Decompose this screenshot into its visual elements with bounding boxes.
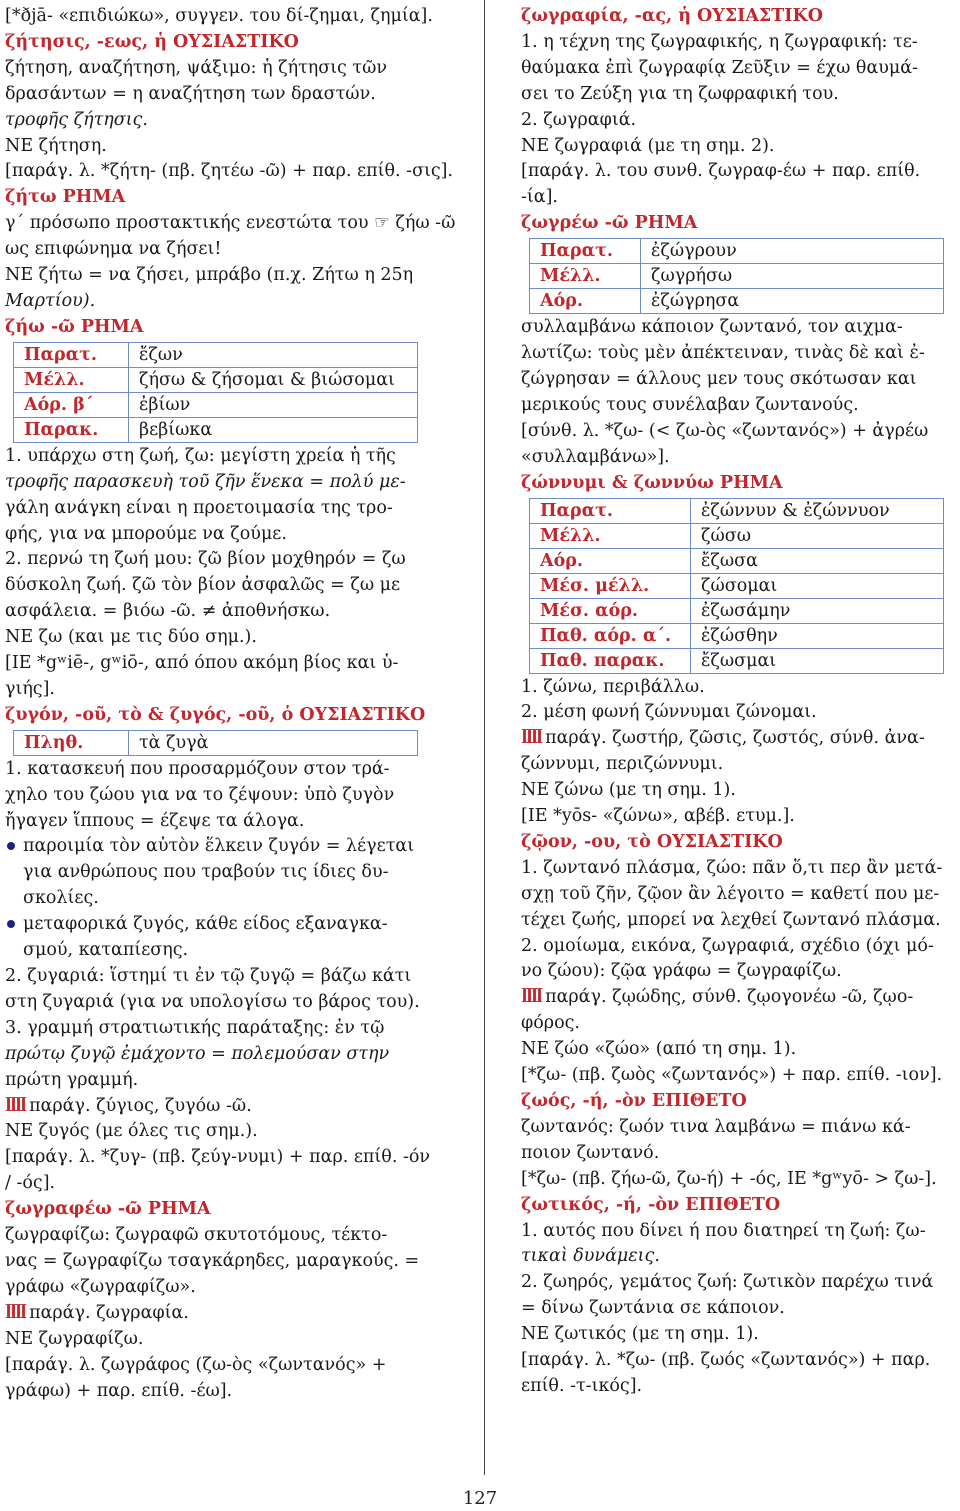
table-cell: Μέλλ. — [530, 523, 691, 548]
entry-text: ΝΕ ζήτηση. — [5, 135, 107, 156]
table-cell: Παρατ. — [530, 498, 691, 523]
entry-text: 1. ζώνω, περιβάλλω. — [521, 676, 705, 697]
entry-text: φής, για να μπορούμε να ζούμε. — [5, 523, 287, 544]
entry-text: λωτίζω: τοὺς μὲν ἀπέκτειναν, τινὰς δὲ καὶ ἐ- — [521, 343, 925, 364]
entry-text: «συλλαμβάνω»]. — [521, 446, 670, 467]
entry-text: ΝΕ ζυγός (με όλες τις σημ.). — [5, 1121, 258, 1142]
entry-text: παροιμία τὸν αὐτὸν ἕλκειν ζυγόν = λέγεται — [23, 836, 415, 857]
entry-text: 2. ζυγαριά: ἵστημί τι ἐν τῷ ζυγῷ = βάζω κάτι — [5, 966, 412, 986]
table-row — [530, 623, 944, 648]
entry-text: για ανθρώπους που τραβούν τις ίδιες δυ- — [23, 862, 389, 883]
entry-text: μερικούς τους συνέλαβαν ζωντανούς. — [521, 394, 859, 415]
entry-text: σμού, καταπίεσης. — [23, 940, 189, 961]
table-cell: ζήσω & ζήσομαι & βιώσομαι — [129, 367, 418, 392]
entry-text: 2. ζωηρός, γεμάτος ζωή: ζωτικὸν παρέχω τινά — [521, 1272, 934, 1293]
table-row — [530, 523, 944, 548]
table-cell: Παρατ. — [14, 342, 129, 367]
headword-zographeo: ζωγραφέω -ῶ ΡΗΜΑ — [5, 1199, 211, 1220]
column-divider — [484, 0, 485, 1475]
headword-zotikos: ζωτικός, -ή, -ὸν ΕΠΙΘΕΤΟ — [521, 1194, 781, 1215]
table-row — [14, 417, 418, 442]
entry-text: [ΙΕ *yōs- «ζώνω», αβέβ. ετυμ.]. — [521, 806, 795, 827]
table-cell: ἐβίων — [129, 392, 418, 417]
table-row — [530, 598, 944, 623]
entry-text: νο ζώου): ζῷα γράφω = ζωγραφίζω. — [521, 961, 842, 982]
headword-zetesis: ζήτησις, -εως, ἡ ΟΥΣΙΑΣΤΙΚΟ — [5, 31, 299, 52]
entry-text: παράγ. ζύγιος, ζυγόω -ῶ. — [29, 1095, 252, 1116]
entry-text: 1. κατασκευή που προσαρμόζουν στον τρά- — [5, 758, 390, 779]
entry-text: γράφω) + παρ. επίθ. -έω]. — [5, 1380, 233, 1401]
entry-text: τέχει ζωής, μπορεί να λεχθεί ζωντανό πλάσμα. — [521, 909, 941, 930]
entry-text: παράγ. ζωγραφία. — [29, 1302, 189, 1323]
table-cell: ἔζων — [129, 342, 418, 367]
entry-text: νας = ζωγραφίζω τσαγκάρηδες, μαραγκούς. = — [5, 1250, 420, 1271]
table-cell: Αόρ. — [530, 289, 641, 314]
plural-table-zygon — [13, 730, 418, 756]
bullet-item — [5, 834, 460, 860]
entry-text: πρώτη γραμμή. — [5, 1069, 139, 1090]
table-row — [14, 730, 418, 755]
entry-text: στη ζυγαριά (για να υπολογίσω το βάρος του). — [5, 991, 420, 1012]
headword-zoon: ζῷον, -ου, τὸ ΟΥΣΙΑΣΤΙΚΟ — [521, 831, 783, 852]
entry-text: [παράγ. λ. *ζυγ- (πβ. ζεύγ-νυμι) + παρ. επίθ. -όν — [5, 1147, 431, 1168]
entry-text: παράγ. ζωστήρ, ζῶσις, ζωστός, σύνθ. ἀνα- — [545, 728, 925, 749]
entry-text: = δίνω ζωντάνια σε κάποιον. — [521, 1298, 785, 1319]
headword-zeto: ζήτω ΡΗΜΑ — [5, 187, 126, 208]
entry-text: / -ός]. — [5, 1173, 56, 1194]
entry-text: [ΙΕ *gʷiē-, gʷiō-, από όπου ακόμη βίος και ὑ- — [5, 653, 399, 674]
entry-text: τροφῆς ζήτησις. — [5, 109, 148, 130]
entry-text: -ία]. — [521, 187, 558, 208]
table-cell: Μέσ. μέλλ. — [530, 573, 691, 598]
entry-text: φόρος. — [521, 1013, 580, 1034]
table-cell: ζωγρήσω — [641, 264, 944, 289]
table-row — [530, 573, 944, 598]
headword-zographia: ζωγραφία, -ας, ἡ ΟΥΣΙΑΣΤΙΚΟ — [521, 6, 823, 26]
entry-text: 2. ζωγραφιά. — [521, 109, 637, 130]
entry-text: 1. ζωντανό πλάσμα, ζώο: πᾶν ὅ,τι περ ἂν μετά- — [521, 857, 943, 878]
table-cell: ἐζωσάμην — [691, 598, 944, 623]
entry-text: γάλη ανάγκη είναι η προετοιμασία της τρο- — [5, 497, 393, 518]
table-cell: Μέλλ. — [530, 264, 641, 289]
entry-text: [παράγ. λ. *ζω- (πβ. ζωός «ζωντανός») + παρ. — [521, 1350, 931, 1371]
entry-text: σει το Ζεύξη για τη ζωφραφική του. — [521, 83, 839, 104]
entry-text: ζήτηση, αναζήτηση, ψάξιμο: ἡ ζήτησις τῶν — [5, 57, 388, 78]
entry-text: γιής]. — [5, 678, 55, 699]
entry-text: ἤγαγεν ἵππους = έζεψε τα άλογα. — [5, 810, 305, 831]
entry-text: 1. η τέχνη της ζωγραφικής, η ζωγραφική: τε- — [521, 31, 918, 52]
entry-text: ΝΕ ζώο «ζώο» (από τη σημ. 1). — [521, 1039, 797, 1060]
entry-text: τροφῆς παρασκευὴ τοῦ ζῆν ἕνεκα = πολύ με- — [5, 471, 406, 492]
table-cell: τὰ ζυγὰ — [129, 730, 418, 755]
headword-zonnymi: ζώννυμι & ζωννύω ΡΗΜΑ — [521, 472, 783, 493]
entry-text: χηλο του ζώου για να το ζέψουν: ὑπὸ ζυγὸν — [5, 784, 395, 805]
family-icon: ꟾꟾꟾꟾ — [5, 1096, 26, 1115]
entry-text: [*ζω- (πβ. ζωὸς «ζωντανός») + παρ. επίθ. -ιον]. — [521, 1065, 943, 1086]
table-cell: ἐζώσθην — [691, 623, 944, 648]
entry-text: 3. γραμμή στρατιωτικής παράταξης: ἐν τῷ — [5, 1017, 385, 1038]
conjugation-table-zeo — [13, 342, 418, 443]
table-cell: Παθ. αόρ. α΄. — [530, 623, 691, 648]
table-cell: Πληθ. — [14, 730, 129, 755]
entry-text: [*ðjā- «επιδιώκω», συγγεν. του δί-ζημαι, ζημία]. — [5, 6, 433, 26]
conjugation-table-zogreo — [529, 238, 944, 314]
family-icon: ꟾꟾꟾꟾ — [5, 1303, 26, 1322]
headword-zygon: ζυγόν, -οῦ, τὸ & ζυγός, -οῦ, ὁ ΟΥΣΙΑΣΤΙΚΟ — [5, 704, 426, 725]
entry-text: μεταφορικά ζυγός, κάθε είδος εξαναγκα- — [23, 914, 388, 935]
entry-text: [*ζω- (πβ. ζήω-ῶ, ζω-ή) + -ός, ΙΕ *gʷyō- > ζω-]. — [521, 1168, 937, 1189]
entry-text: ΝΕ ζωγραφίζω. — [5, 1328, 144, 1349]
table-row — [530, 239, 944, 264]
headword-zeo: ζήω -ῶ ΡΗΜΑ — [5, 316, 144, 337]
table-cell: Μέσ. αόρ. — [530, 598, 691, 623]
entry-text: τικαὶ δυνάμεις. — [521, 1246, 660, 1267]
table-cell: ἐζώγρουν — [641, 239, 944, 264]
table-cell: ἐζώννυν & ἐζώννυον — [691, 498, 944, 523]
table-cell: Αόρ. — [530, 548, 691, 573]
table-row — [530, 548, 944, 573]
table-cell: ἐζώγρησα — [641, 289, 944, 314]
bullet-icon — [7, 920, 15, 928]
derivatives-line — [5, 1301, 460, 1327]
entry-text: 2. ομοίωμα, εικόνα, ζωγραφιά, σχέδιο (όχι μό- — [521, 935, 934, 956]
entry-text: γ΄ πρόσωπο προστακτικής ενεστώτα του ☞ ζήω -ῶ — [5, 213, 456, 234]
entry-text: 1. υπάρχω στη ζωή, ζω: μεγίστη χρεία ἡ τῆς — [5, 445, 396, 466]
entry-text: παράγ. ζῳώδης, σύνθ. ζῳογονέω -ῶ, ζῳο- — [545, 987, 914, 1008]
derivatives-line — [521, 726, 960, 752]
table-cell: ζώσομαι — [691, 573, 944, 598]
table-row — [14, 392, 418, 417]
table-cell: Παθ. παρακ. — [530, 648, 691, 673]
table-row — [530, 289, 944, 314]
entry-text: ασφάλεια. = βιόω -ῶ. ≠ ἀποθνήσκω. — [5, 601, 331, 622]
entry-text: ποιον ζωντανό. — [521, 1142, 660, 1163]
entry-text: 1. αυτός που δίνει ή που διατηρεί τη ζωή: ζω- — [521, 1220, 926, 1241]
right-column — [521, 4, 960, 1400]
entry-text: ζωγραφίζω: ζωγραφῶ σκυτοτόμους, τέκτο- — [5, 1225, 388, 1246]
entry-text: δρασάντων = η αναζήτηση των δραστών. — [5, 83, 376, 104]
entry-text: ΝΕ ζωγραφιά (με τη σημ. 2). — [521, 135, 775, 156]
table-cell: ἔζωσα — [691, 548, 944, 573]
entry-text: [παράγ. λ. *ζήτη- (πβ. ζητέω -ῶ) + παρ. επίθ. -σις]. — [5, 161, 454, 182]
table-row — [530, 498, 944, 523]
entry-text: ζωντανός: ζωόν τινα λαμβάνω = πιάνω κά- — [521, 1116, 911, 1137]
headword-zogreo: ζωγρέω -ῶ ΡΗΜΑ — [521, 213, 698, 234]
entry-text: [σύνθ. λ. *ζω- (< ζω-ὸς «ζωντανός») + ἀγρέω — [521, 420, 929, 441]
entry-text: συλλαμβάνω κάποιον ζωντανό, τον αιχμα- — [521, 317, 903, 338]
entry-text: ως επιφώνημα να ζήσει! — [5, 239, 222, 260]
headword-zoos: ζωός, -ή, -ὸν ΕΠΙΘΕΤΟ — [521, 1091, 747, 1111]
table-row — [530, 648, 944, 673]
entry-text: γράφω «ζωγραφίζω». — [5, 1276, 196, 1297]
derivatives-line — [521, 985, 960, 1011]
entry-text: ζώννυμι, περιζώννυμι. — [521, 754, 724, 775]
entry-text: θαύμακα ἐπὶ ζωγραφίᾳ Ζεῦξιν = έχω θαυμά- — [521, 57, 919, 78]
bullet-item — [5, 912, 460, 938]
table-cell: Παρατ. — [530, 239, 641, 264]
entry-text: δύσκολη ζωή. ζῶ τὸν βίον ἀσφαλῶς = ζω με — [5, 575, 401, 596]
entry-text: ΝΕ ζωτικός (με τη σημ. 1). — [521, 1324, 759, 1345]
left-column — [5, 4, 460, 1404]
entry-text: Μαρτίου). — [5, 290, 96, 311]
entry-text: πρώτῳ ζυγῷ ἐμάχοντο = πολεμούσαν στην — [5, 1043, 390, 1064]
table-row — [14, 342, 418, 367]
entry-text: ζώγρησαν = άλλους μεν τους σκότωσαν και — [521, 368, 917, 389]
entry-text: σκολίες. — [23, 888, 99, 909]
table-row — [14, 367, 418, 392]
entry-text: 2. περνώ τη ζωή μου: ζῶ βίον μοχθηρόν = ζω — [5, 549, 406, 570]
entry-text: επίθ. -τ-ικός]. — [521, 1375, 643, 1396]
table-row — [530, 264, 944, 289]
conjugation-table-zonnymi — [529, 498, 944, 674]
bullet-icon — [7, 842, 15, 850]
entry-text: 2. μέση φωνή ζώννυμαι ζώνομαι. — [521, 702, 817, 723]
entry-text: σχῃ τοῦ ζῆν, ζῷον ἂν λέγοιτο = καθετί που με- — [521, 883, 940, 904]
page-number: 127 — [462, 1488, 498, 1509]
entry-text: ΝΕ ζήτω = να ζήσει, μπράβο (π.χ. Ζήτω η 25η — [5, 265, 414, 286]
entry-text: ΝΕ ζώνω (με τη σημ. 1). — [521, 780, 736, 801]
derivatives-line — [5, 1094, 460, 1120]
table-cell: Μέλλ. — [14, 367, 129, 392]
table-cell: ἔζωσμαι — [691, 648, 944, 673]
family-icon: ꟾꟾꟾꟾ — [521, 729, 542, 748]
entry-text: [παράγ. λ. ζωγράφος (ζω-ὸς «ζωντανός» + — [5, 1354, 387, 1375]
family-icon: ꟾꟾꟾꟾ — [521, 988, 542, 1007]
table-cell: ζώσω — [691, 523, 944, 548]
table-cell: Αόρ. β΄ — [14, 392, 129, 417]
table-cell: Παρακ. — [14, 417, 129, 442]
entry-text: ΝΕ ζω (και με τις δύο σημ.). — [5, 627, 257, 648]
table-cell: βεβίωκα — [129, 417, 418, 442]
entry-text: [παράγ. λ. του συνθ. ζωγραφ-έω + παρ. επίθ. — [521, 161, 921, 182]
